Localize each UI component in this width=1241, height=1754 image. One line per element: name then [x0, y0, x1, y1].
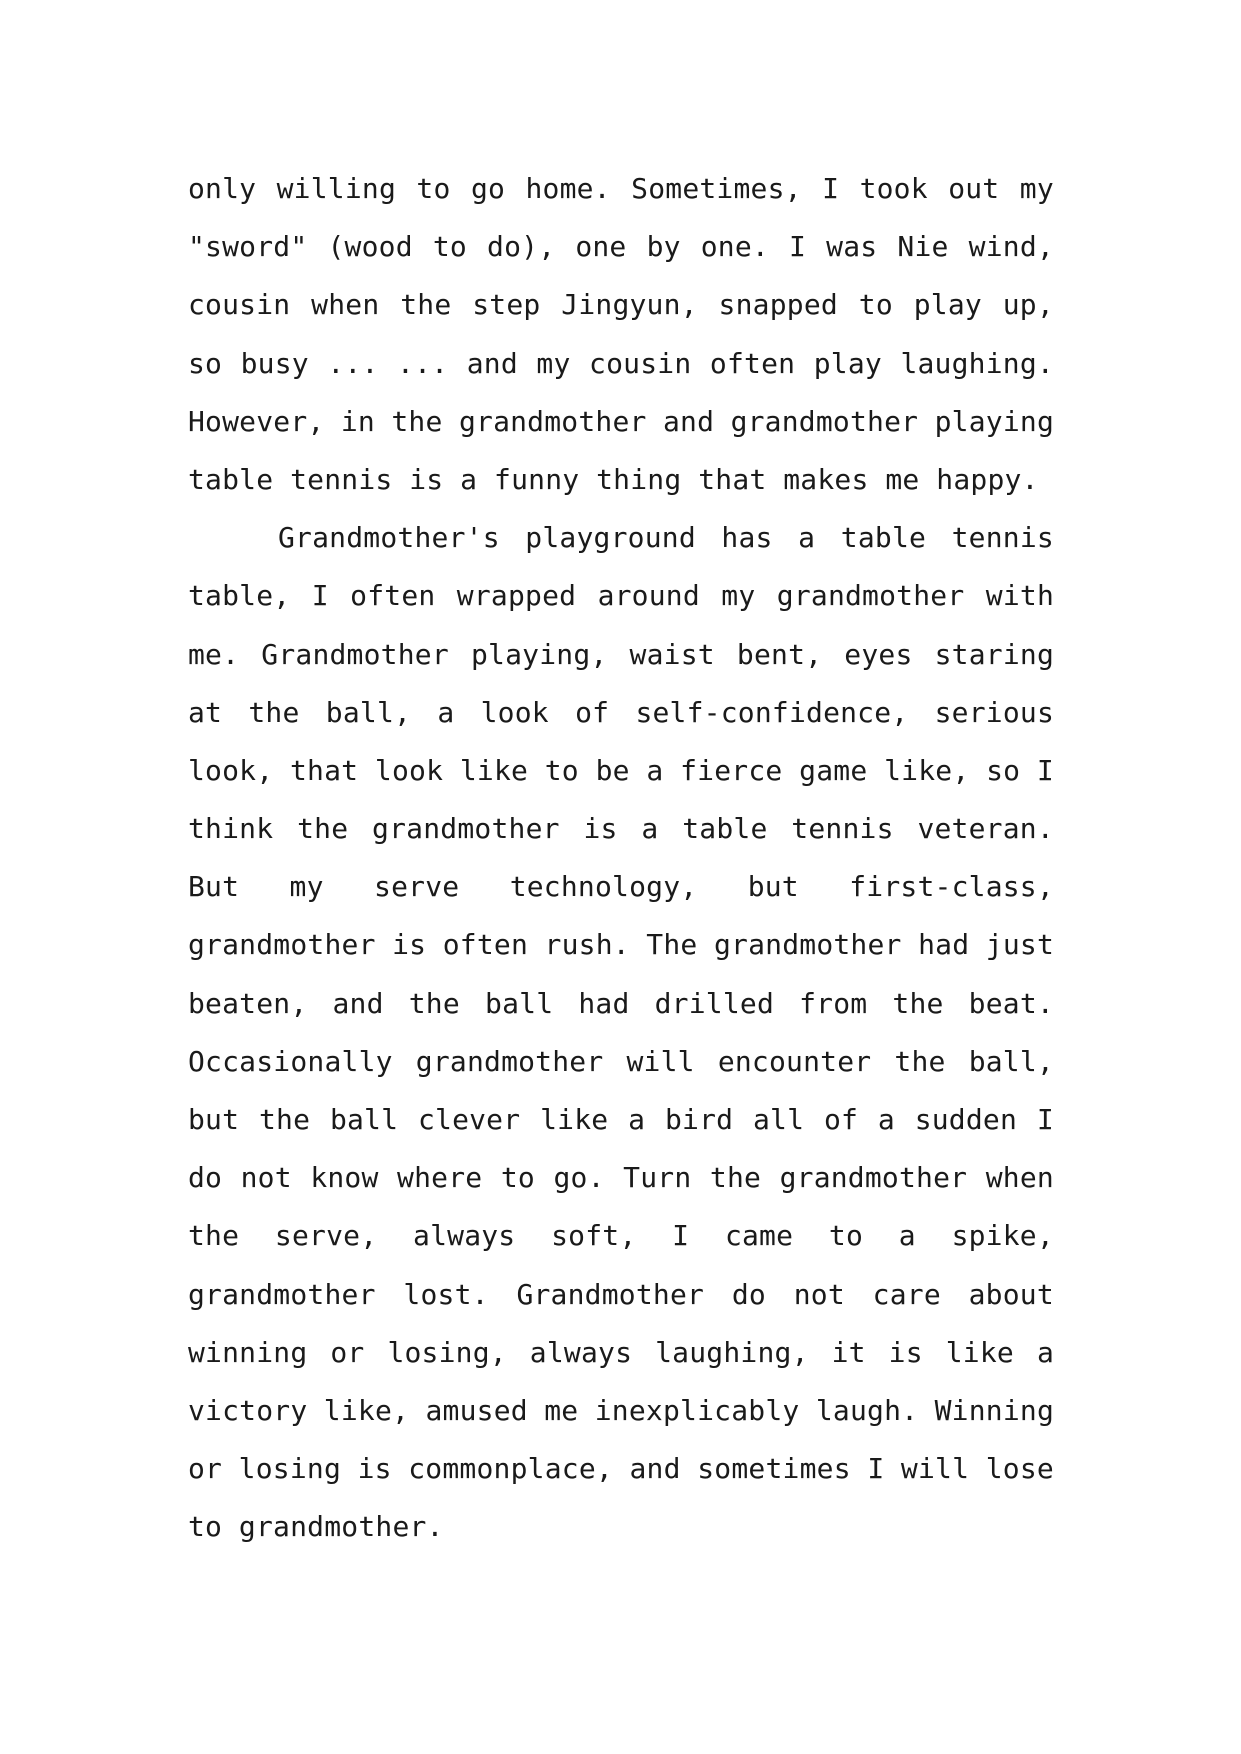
word: that: [289, 753, 359, 787]
word: I: [789, 230, 807, 264]
word: me: [544, 1393, 579, 1427]
word: I: [672, 1219, 690, 1253]
word: to: [416, 172, 451, 205]
word: the: [297, 812, 349, 846]
body-text: [188, 160, 1054, 1557]
text-line: [188, 1324, 1054, 1382]
word: came: [724, 1219, 794, 1253]
text-line: [188, 567, 1054, 625]
word: game: [799, 753, 868, 787]
text-line: [188, 742, 1054, 800]
word: around: [597, 579, 700, 613]
word: amused: [425, 1393, 528, 1427]
word: in: [340, 404, 375, 438]
word: Grandmother: [261, 637, 449, 671]
word: only: [188, 172, 257, 205]
word: play: [813, 346, 882, 380]
word: one: [575, 230, 627, 264]
word: care: [872, 1277, 941, 1311]
text-line: [188, 1207, 1054, 1265]
word: a: [437, 695, 455, 729]
word: a: [898, 1219, 916, 1253]
word: grandmother: [779, 1161, 968, 1195]
word: ball,: [968, 1044, 1054, 1078]
word: I: [1036, 753, 1054, 787]
word: by: [646, 230, 681, 264]
word: happy.: [936, 462, 1039, 496]
word: do: [731, 1277, 766, 1311]
text-line: [188, 800, 1054, 858]
word: about: [968, 1277, 1054, 1311]
text-line: [188, 451, 1054, 509]
word: to: [858, 288, 893, 322]
word: the: [188, 1219, 240, 1253]
word: first-class,: [849, 870, 1054, 904]
word: to: [544, 753, 579, 787]
word: home.: [525, 172, 611, 205]
word: ...: [327, 346, 379, 380]
word: beat.: [968, 986, 1054, 1020]
word: sudden: [914, 1103, 1018, 1136]
text-line: [188, 1498, 1054, 1556]
word: grandmother: [713, 928, 902, 962]
word: me.: [188, 637, 240, 671]
word: grandmother: [458, 404, 647, 438]
word: of: [823, 1103, 859, 1136]
word: rush.: [544, 928, 630, 962]
word: serve,: [274, 1219, 378, 1253]
word: me: [885, 462, 920, 496]
word: a: [646, 753, 664, 787]
word: and: [466, 346, 518, 380]
word: (wood: [327, 230, 413, 264]
word: it: [831, 1335, 866, 1369]
word: think: [188, 812, 274, 846]
word: is: [392, 928, 427, 962]
word: playing: [934, 404, 1054, 438]
text-line: [188, 684, 1054, 742]
word: or: [188, 1452, 223, 1486]
word: funny: [494, 462, 580, 496]
word: and: [332, 986, 384, 1020]
word: bird: [664, 1103, 734, 1136]
word: playing,: [470, 637, 608, 671]
word: like: [945, 1335, 1014, 1369]
word: the: [391, 404, 443, 438]
word: self-confidence,: [635, 695, 909, 729]
word: with: [985, 579, 1054, 613]
word: winning: [188, 1335, 308, 1369]
word: table: [188, 462, 274, 496]
word: losing: [238, 1452, 342, 1486]
word: but: [188, 1103, 240, 1136]
word: the: [258, 1103, 311, 1136]
word: like,: [884, 753, 970, 787]
word: not: [793, 1277, 845, 1311]
word: grandmother: [415, 1044, 604, 1078]
word: so: [986, 753, 1021, 787]
word: sometimes: [697, 1452, 851, 1486]
word: just: [985, 928, 1054, 962]
word: grandmother: [372, 812, 560, 846]
word: thing: [596, 462, 682, 496]
word: always: [529, 1335, 633, 1369]
word: the: [408, 986, 460, 1020]
text-line: [188, 160, 1054, 218]
word: beaten,: [188, 986, 308, 1020]
word: took: [859, 172, 928, 205]
word: wind,: [968, 230, 1054, 264]
word: fierce: [680, 753, 783, 787]
word: grandmother: [188, 928, 376, 962]
word: know: [310, 1161, 379, 1195]
word: a: [798, 521, 816, 555]
text-line: [188, 916, 1054, 974]
word: bent,: [736, 637, 823, 671]
word: makes: [783, 462, 869, 496]
word: but: [747, 870, 799, 904]
text-line: [188, 1266, 1054, 1324]
text-line: [188, 218, 1054, 276]
word: go.: [553, 1161, 605, 1195]
word: Winning: [934, 1393, 1054, 1427]
word: lose: [985, 1452, 1054, 1486]
word: tennis: [951, 521, 1054, 555]
word: the: [892, 986, 944, 1020]
word: tennis: [791, 812, 894, 846]
word: drilled: [654, 986, 774, 1020]
word: do: [188, 1161, 223, 1195]
word: Grandmother: [516, 1277, 705, 1311]
word: grandmother: [188, 1277, 376, 1311]
text-line: [188, 975, 1054, 1033]
word: playground: [525, 521, 696, 555]
word: eyes: [844, 637, 913, 671]
text-line: [188, 335, 1054, 393]
word: Sometimes,: [631, 172, 802, 205]
word: willing: [276, 172, 397, 205]
word: a: [628, 1103, 646, 1136]
word: often: [442, 928, 529, 962]
word: grandmother: [776, 579, 965, 613]
word: ball: [485, 986, 554, 1020]
word: grandmother.: [238, 1510, 444, 1544]
word: often: [350, 579, 436, 613]
word: from: [799, 986, 868, 1020]
word: veteran.: [917, 812, 1054, 846]
word: serious: [934, 695, 1054, 729]
word: where: [397, 1161, 483, 1195]
word: commonplace,: [408, 1452, 613, 1486]
text-line: [188, 858, 1054, 916]
word: to: [188, 1510, 223, 1544]
word: clever: [417, 1103, 521, 1136]
word: waist: [629, 637, 715, 671]
text-line: [188, 1033, 1054, 1091]
word: I: [867, 1452, 885, 1486]
word: will: [900, 1452, 970, 1486]
word: But: [188, 870, 240, 904]
word: grandmother: [730, 404, 919, 438]
word: ball,: [325, 695, 412, 729]
word: to: [500, 1161, 535, 1195]
word: wrapped: [456, 579, 577, 613]
word: serve: [374, 870, 460, 904]
word: busy: [240, 346, 309, 380]
word: and: [629, 1452, 681, 1486]
text-line: [188, 276, 1054, 334]
text-line: [188, 626, 1054, 684]
word: all: [752, 1103, 805, 1136]
word: has: [721, 521, 773, 555]
word: ...: [397, 346, 449, 380]
word: like: [540, 1103, 609, 1136]
text-line: [188, 509, 1054, 567]
word: was: [826, 230, 878, 264]
word: my: [536, 346, 571, 380]
word: had: [578, 986, 630, 1020]
word: encounter: [717, 1044, 872, 1078]
word: my: [1019, 172, 1054, 205]
word: do),: [487, 230, 556, 264]
word: tennis: [290, 462, 393, 496]
word: lost.: [403, 1277, 489, 1311]
word: a: [641, 812, 659, 846]
word: so: [188, 346, 223, 380]
word: Nie: [897, 230, 949, 264]
word: Grandmother's: [278, 521, 500, 555]
word: my: [289, 870, 324, 904]
word: step: [472, 288, 541, 322]
word: the: [894, 1044, 946, 1078]
word: one.: [700, 230, 769, 264]
word: Jingyun,: [561, 288, 698, 322]
word: is: [888, 1335, 923, 1369]
word: go: [470, 172, 506, 205]
word: laughing,: [655, 1335, 809, 1369]
text-line: [188, 1091, 1054, 1149]
word: is: [409, 462, 444, 496]
word: laughing.: [900, 346, 1054, 380]
word: However,: [188, 404, 325, 438]
word: a: [460, 462, 478, 496]
word: Occasionally: [188, 1044, 393, 1078]
word: a: [1036, 1335, 1054, 1369]
text-line: [188, 393, 1054, 451]
word: victory: [188, 1393, 308, 1427]
word: up,: [1002, 288, 1054, 322]
word: inexplicably: [594, 1393, 800, 1427]
word: table: [840, 521, 927, 555]
word: like: [459, 753, 529, 787]
word: of: [575, 695, 610, 729]
word: play: [913, 288, 982, 322]
word: at: [188, 695, 223, 729]
word: when: [985, 1161, 1054, 1195]
word: ball: [329, 1103, 399, 1136]
word: be: [595, 753, 630, 787]
word: look,: [188, 753, 274, 787]
word: technology,: [509, 870, 698, 904]
word: the: [248, 695, 300, 729]
word: is: [357, 1452, 392, 1486]
word: look: [374, 753, 444, 787]
word: laugh.: [815, 1393, 919, 1427]
word: is: [583, 812, 618, 846]
word: look: [480, 695, 549, 729]
word: always: [413, 1219, 516, 1253]
word: cousin: [589, 346, 692, 380]
word: losing,: [387, 1335, 507, 1369]
word: table: [682, 812, 768, 846]
word: cousin: [188, 288, 291, 322]
word: I: [822, 172, 840, 205]
word: had: [918, 928, 970, 962]
word: will: [626, 1044, 695, 1078]
word: soft,: [551, 1219, 637, 1253]
word: and: [662, 404, 715, 438]
word: to: [432, 230, 467, 264]
word: the: [709, 1161, 762, 1195]
word: snapped: [718, 288, 838, 322]
word: "sword": [188, 230, 308, 264]
word: that: [698, 462, 767, 496]
text-line: [188, 1440, 1054, 1498]
word: often: [709, 346, 796, 380]
word: Turn: [623, 1161, 692, 1195]
word: I: [1036, 1103, 1054, 1136]
word: like,: [323, 1393, 410, 1427]
word: not: [240, 1161, 292, 1195]
text-line: [188, 1382, 1054, 1440]
word: staring: [934, 637, 1054, 671]
word: table,: [188, 579, 291, 613]
word: a: [877, 1103, 895, 1136]
word: the: [400, 288, 452, 322]
word: to: [828, 1219, 864, 1253]
text-line: [188, 1149, 1054, 1207]
word: when: [311, 288, 380, 322]
word: The: [646, 928, 698, 962]
word: I: [311, 579, 329, 613]
word: spike,: [951, 1219, 1054, 1253]
word: my: [721, 579, 756, 613]
word: or: [330, 1335, 365, 1369]
word: out: [948, 172, 1000, 205]
